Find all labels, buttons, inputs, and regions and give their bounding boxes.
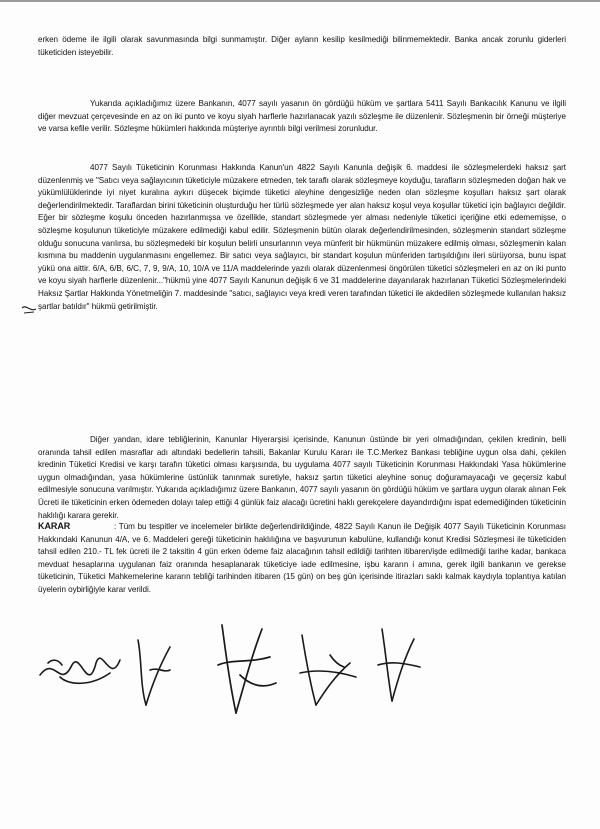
signature-1-icon — [40, 658, 120, 683]
paragraph-2: Yukarıda açıkladığımız üzere Bankanın, 4077 sayılı yasanın ön gördüğü hüküm ve şartlara 5411 Sayılı Bankacılık Kanunu ve ilgili diğer mevzuat çerçevesinde en az on iki punto ve koyu siyah harflerle hazırlanacak yazılı sözleşme ile düzenlenir. Sözleşmenin bir örneği müşteriye ve varsa kefile verilir. Sözleşme hükümleri hakkında müşteriye ayrıntılı bilgi verilmesi zorunludur. — [38, 99, 566, 134]
karar-label: KARAR — [38, 521, 71, 531]
signatures-area — [0, 615, 600, 725]
karar-paragraph — [38, 520, 566, 597]
signature-2-icon — [138, 640, 170, 705]
paragraph-3: 4077 Sayılı Tüketicinin Korunması Hakkında Kanun'un 4822 Sayılı Kanunla değişik 6. maddesi ile sözleşmelerdeki haksız şart düzenlenmiş ve "Satıcı veya sağlayıcının tüketiciyle müzakere etmeden, tek taraflı olarak sözleşmeye koyduğu, tarafların sözleşmeden doğan hak ve yükümlülüklerinde iyi niyet kuralına aykırı düşecek biçimde tüketici aleyhine dengesizliğe neden olan sözleşme koşulları haksız şart olarak değerlendirilmektedir. Taraflardan birini tüketicinin oluşturduğu her türlü sözleşmede yer alan haksız koşul veya koşullar tüketici için bağlayıcı değildir. Eğer bir sözleşme koşulu önceden hazırlanmışsa ve özellikle, standart sözleşmede yer alması nedeniyle tüketici içeriğine etki edememişse, o sözleşme koşulunun tüketiciyle müzakere edilmediği kabul edilir. Sözleşmenin bütün olarak değerlendirilmesinden, sözleşmenin standart sözleşme olduğu sonucuna varılırsa, bu sözleşmedeki bir koşulun belirli unsurlarının veya münferit bir hükmünün müzakere edilmiş olması, sözleşmenin kalan kısmına bu maddenin uygulanmasını engellemez. Bir satıcı veya sağlayıcı, bir standart koşulun münferiden tartışıldığını ileri sürüyorsa, bunu ispat yükü ona aittir. 6/A, 6/B, 6/C, 7, 9, 9/A, 10, 10/A ve 11/A maddelerinde yazılı olarak düzenlenmesi öngörülen tüketici sözleşmeleri en az on iki punto ve koyu siyah harflerle düzenlenir..."hükmü yine 4077 Sayılı Kanunun değişik 6 ve 31 maddelerine dayanılarak hazırlanan Tüketici Sözleşmelerindeki Haksız Şartlar Hakkında Yönetmeliğin 7. maddesinde "satıcı, sağlayıcı veya kredi veren tarafından tüketici ile akdedilen sözleşmede kullanılan haksız şartlar batıldır" hükmü getirilmiştir. — [38, 163, 566, 311]
signature-5-icon — [378, 629, 420, 701]
paragraph-4: Diğer yandan, idare tebliğlerinin, Kanunlar Hiyerarşisi içerisinde, Kanunun üstünde bir yeri olmadığından, çekilen kredinin, belli oranında tahsil edilen masraflar adı altındaki bedellerin tahsili, Bakanlar Kurulu Kararı ile T.C.Merkez Bankası tebliğine uygun olsa dahi, çekilen kredinin Tüketici Kredisi ve karşı tarafın tüketici olması karşısında, bu uygulama 4077 sayılı Tüketicinin Korunması Hakkındaki Yasa hükümlerine uygun olmadığından, yasa hükümlerine üstünlük tanınmak suretiyle, haksız şartın tüketici aleyhine sonuç doğuramayacağı ve geçersiz kabul edilmesiyle sonucuna varılmıştır. Yukarıda açıkladığımız üzere Bankanın, 4077 sayılı yasanın ön gördüğü hüküm ve şartlara uygun olarak alınan Fek Ücreti ile tüketicinin erken ödemeden dolayı talep ettiği 4 günlük faiz alacağı ücretini haklı gerekçelere dayandırdığını ispat edemediğinden tüketicinin haklılığı karara gerekir. — [38, 435, 566, 520]
paragraph-1: erken ödeme ile ilgili olarak savunmasında bilgi sunmamıştır. Diğer ayların kesilip kesilmediği bilinmemektedir. Banka ancak zorunlu giderleri tüketiciden isteyebilir. — [38, 35, 566, 57]
scan-edge-line — [0, 0, 600, 2]
margin-mark-icon — [20, 300, 40, 320]
signature-4-icon — [300, 635, 356, 705]
karar-text: : Tüm bu tespitler ve incelemeler birlikte değerlendirildiğinde, 4822 Sayılı Kanun ile Değişik 4077 Sayılı Tüketicinin Korunması Hakkındaki Kanunun 4/A, ve 6. Maddeleri gereği tüketicinin haklılığına ve başvurunun kabulüne, kullandığı konut Kredisi Sözleşmesi ile tüketiciden tahsil edilen 210.- TL fek ücreti ile 2 taksitin 4 gün erken ödeme faiz alacağının tahsil edildiği tarihten itibaren/işde edilmediği tarihe kadar, bankaca mevduat hesaplarına uygulanan faiz oranında hesaplanarak tüketiciye iade edilmesine, işbu kararın i amına, gerek ilgili bankanın ve gerekse tüketicinin, Tüketici Mahkemelerine kararın tebliği tarihinden itibaren (15 gün) on beş gün içerisinde itirazları saklı kalmak kaydıyla toplantıya katılan üyelerin oybirliğiyle karar verildi. — [38, 522, 566, 594]
signature-3-icon — [218, 625, 276, 713]
